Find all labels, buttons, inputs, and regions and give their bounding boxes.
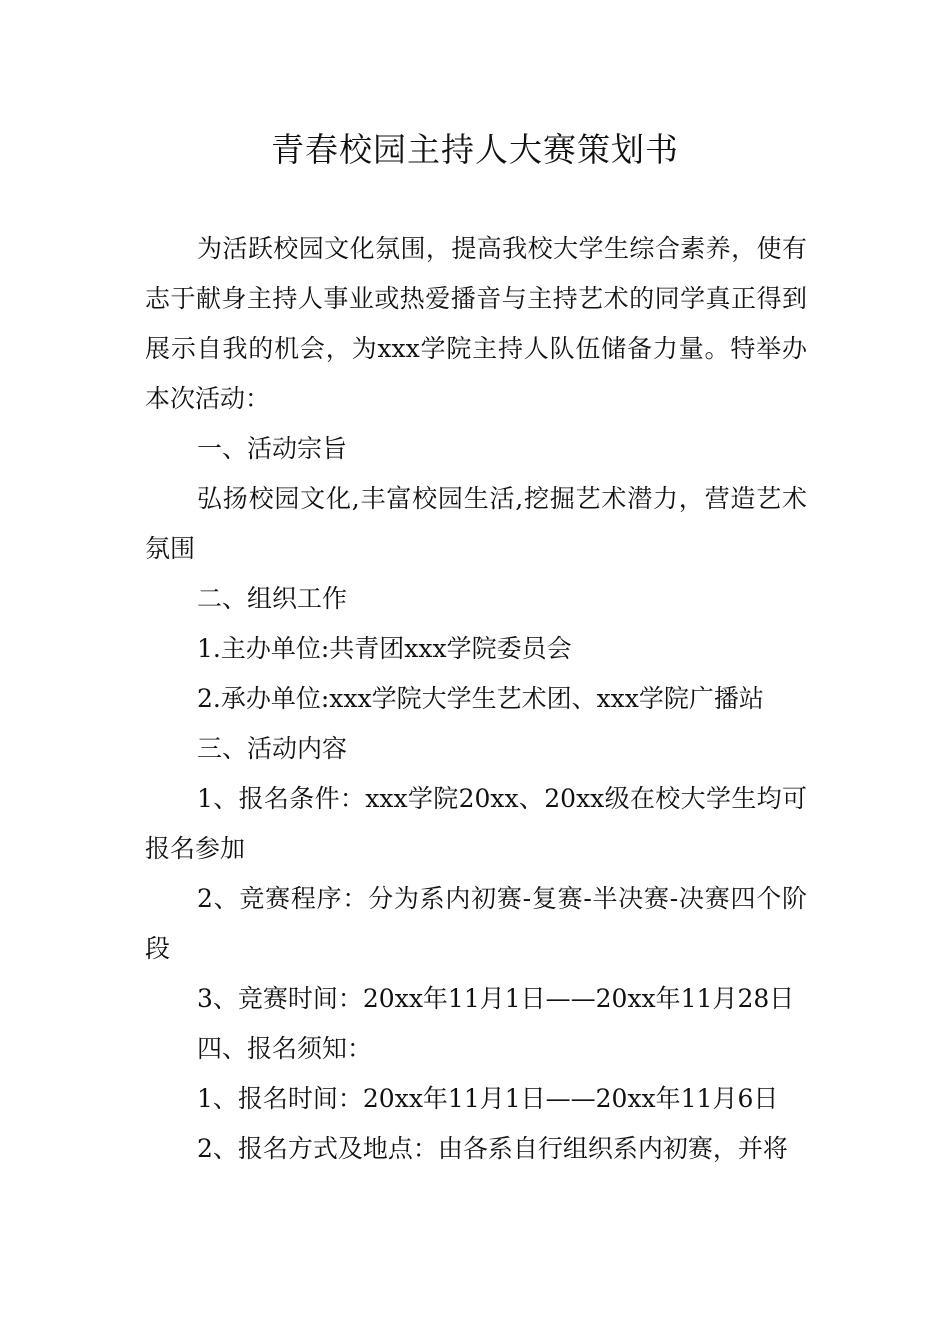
heading-organization: 二、组织工作 <box>197 584 348 613</box>
heading-content: 三、活动内容 <box>197 734 348 763</box>
item-eligibility: 1、报名条件：xxx学院20xx、20xx级在校大学生均可报名参加 <box>145 784 807 863</box>
item-organizer: 1.主办单位:共青团xxx学院委员会 <box>197 634 572 663</box>
item-schedule: 3、竞赛时间：20xx年11月1日——20xx年11月28日 <box>197 984 795 1013</box>
item-registration-method: 2、报名方式及地点：由各系自行组织系内初赛，并将 <box>197 1134 788 1163</box>
item-procedure: 2、竞赛程序：分为系内初赛-复赛-半决赛-决赛四个阶段 <box>145 884 807 963</box>
paragraph-purpose: 弘扬校园文化,丰富校园生活,挖掘艺术潜力，营造艺术氛围 <box>145 484 807 563</box>
document-title: 青春校园主持人大赛策划书 <box>271 130 679 169</box>
item-registration-time: 1、报名时间：20xx年11月1日——20xx年11月6日 <box>197 1084 779 1113</box>
document-body <box>145 224 807 1174</box>
heading-purpose: 一、活动宗旨 <box>197 434 348 463</box>
item-host: 2.承办单位:xxx学院大学生艺术团、xxx学院广播站 <box>197 684 764 713</box>
heading-registration: 四、报名须知： <box>197 1034 373 1063</box>
paragraph-intro: 为活跃校园文化氛围，提高我校大学生综合素养，使有志于献身主持人事业或热爱播音与主持艺术的同学真正得到展示自我的机会，为xxx学院主持人队伍储备力量。特举办本次活动： <box>145 234 807 413</box>
